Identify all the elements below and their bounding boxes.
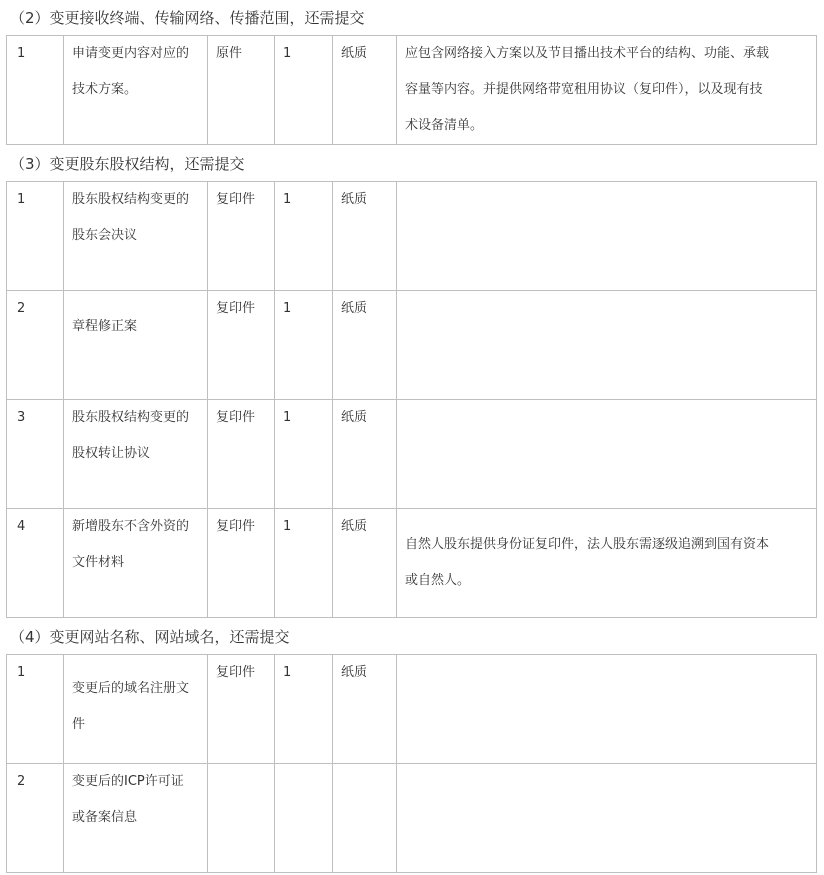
table-row bbox=[7, 509, 817, 618]
medium-cell: 纸质 bbox=[333, 509, 397, 618]
copy-count-cell: 1 bbox=[275, 509, 333, 618]
row-number-cell: 4 bbox=[7, 509, 64, 618]
material-type-cell: 复印件 bbox=[208, 655, 275, 764]
section-4-title: （4）变更网站名称、网站域名，还需提交 bbox=[10, 628, 290, 646]
material-name-cell: 股东股权结构变更的 股东会决议 bbox=[64, 182, 208, 291]
copy-count-cell: 1 bbox=[275, 291, 333, 400]
note-cell bbox=[397, 400, 817, 509]
section-2-title: （2）变更接收终端、传输网络、传播范围，还需提交 bbox=[10, 9, 365, 27]
note-cell: 自然人股东提供身份证复印件，法人股东需逐级追溯到国有资本 或自然人。 bbox=[397, 509, 817, 618]
note-cell bbox=[397, 764, 817, 873]
material-type-cell: 复印件 bbox=[208, 182, 275, 291]
copy-count-cell: 1 bbox=[275, 400, 333, 509]
material-name-cell: 新增股东不含外资的 文件材料 bbox=[64, 509, 208, 618]
medium-cell: 纸质 bbox=[333, 36, 397, 145]
row-number-cell: 3 bbox=[7, 400, 64, 509]
section-3-title: （3）变更股东股权结构，还需提交 bbox=[10, 155, 245, 173]
material-type-cell: 复印件 bbox=[208, 291, 275, 400]
medium-cell: 纸质 bbox=[333, 291, 397, 400]
copy-count-cell: 1 bbox=[275, 182, 333, 291]
note-cell bbox=[397, 182, 817, 291]
copy-count-cell: 1 bbox=[275, 655, 333, 764]
material-type-cell: 复印件 bbox=[208, 400, 275, 509]
row-number-cell: 2 bbox=[7, 764, 64, 873]
material-name-cell: 申请变更内容对应的 技术方案。 bbox=[64, 36, 208, 145]
material-name-cell: 股东股权结构变更的 股权转让协议 bbox=[64, 400, 208, 509]
material-type-cell: 原件 bbox=[208, 36, 275, 145]
medium-cell: 纸质 bbox=[333, 182, 397, 291]
table-row bbox=[7, 400, 817, 509]
section-4-table bbox=[6, 654, 817, 873]
table-row bbox=[7, 291, 817, 400]
material-type-cell: 复印件 bbox=[208, 509, 275, 618]
material-type-cell bbox=[208, 764, 275, 873]
material-name-cell: 变更后的域名注册文 件 bbox=[64, 655, 208, 764]
material-name-cell: 变更后的ICP许可证 或备案信息 bbox=[64, 764, 208, 873]
row-number-cell: 1 bbox=[7, 182, 64, 291]
medium-cell: 纸质 bbox=[333, 655, 397, 764]
row-number-cell: 2 bbox=[7, 291, 64, 400]
row-number-cell: 1 bbox=[7, 36, 64, 145]
section-3-table bbox=[6, 181, 817, 618]
table-row bbox=[7, 655, 817, 764]
note-cell: 应包含网络接入方案以及节目播出技术平台的结构、功能、承载 容量等内容。并提供网络带宽租用协议（复印件），以及现有技 术设备清单。 bbox=[397, 36, 817, 145]
material-name-cell: 章程修正案 bbox=[64, 291, 208, 400]
medium-cell bbox=[333, 764, 397, 873]
note-cell bbox=[397, 655, 817, 764]
copy-count-cell bbox=[275, 764, 333, 873]
table-row bbox=[7, 764, 817, 873]
medium-cell: 纸质 bbox=[333, 400, 397, 509]
copy-count-cell: 1 bbox=[275, 36, 333, 145]
table-row bbox=[7, 182, 817, 291]
row-number-cell: 1 bbox=[7, 655, 64, 764]
note-cell bbox=[397, 291, 817, 400]
table-row bbox=[7, 36, 817, 145]
section-2-table bbox=[6, 35, 817, 145]
